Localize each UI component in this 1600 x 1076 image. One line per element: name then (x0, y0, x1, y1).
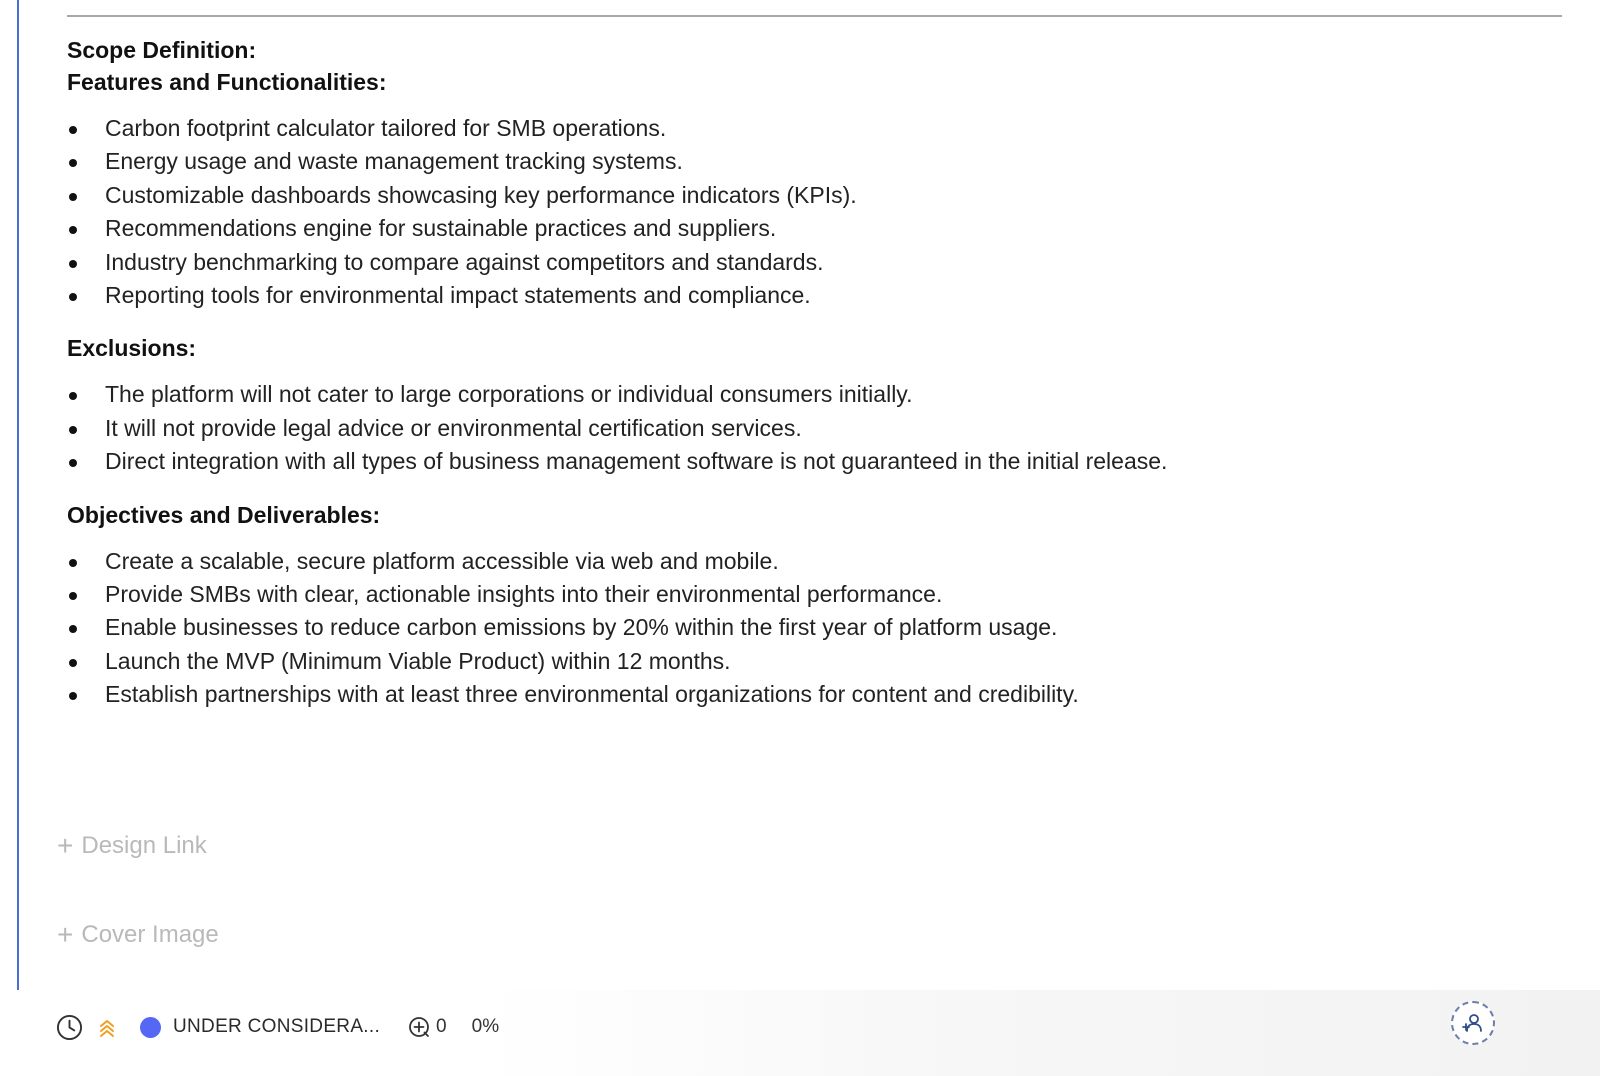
list-item (67, 212, 1547, 245)
scope-definition-heading: Scope Definition: (67, 37, 257, 63)
bullet-dot-icon (69, 592, 77, 600)
exclusions-heading: Exclusions: (67, 335, 197, 362)
add-subtask-icon (408, 1016, 430, 1038)
bullet-dot-icon (69, 625, 77, 633)
priority-chevrons-icon[interactable] (99, 1016, 115, 1038)
list-item (67, 246, 1547, 279)
add-design-link-button[interactable] (57, 832, 207, 860)
top-divider (67, 15, 1562, 17)
list-item-text: Carbon footprint calculator tailored for SMB operations. (105, 115, 667, 141)
bullet-dot-icon (69, 260, 77, 268)
bullet-dot-icon (69, 559, 77, 567)
list-item (67, 279, 1547, 312)
assign-user-icon (1461, 1011, 1485, 1035)
exclusions-list (67, 378, 1547, 478)
list-item-text: Customizable dashboards showcasing key performance indicators (KPIs). (105, 181, 857, 208)
list-item-text: Create a scalable, secure platform accessible via web and mobile. (105, 547, 779, 574)
list-item-text: The platform will not cater to large corporations or individual consumers initially. (105, 381, 913, 408)
list-item-text: Establish partnerships with at least three environmental organizations for content and credibility. (105, 681, 1079, 708)
bullet-dot-icon (69, 293, 77, 301)
list-item (67, 578, 1547, 611)
cover-image-label: Cover Image (81, 921, 219, 948)
list-item (67, 678, 1547, 711)
progress-percent[interactable]: 0% (471, 1016, 500, 1037)
list-item-text: Direct integration with all types of business management software is not guaranteed in the initial release. (105, 448, 1168, 475)
assign-user-button[interactable] (1451, 1001, 1495, 1045)
bullet-dot-icon (69, 226, 77, 234)
list-item (67, 545, 1547, 578)
objectives-heading: Objectives and Deliverables: (67, 501, 381, 528)
list-item-text: Enable businesses to reduce carbon emissions by 20% within the first year of platform usage. (105, 614, 1058, 641)
list-item-text: Industry benchmarking to compare against competitors and standards. (105, 248, 824, 275)
subtask-counter[interactable] (408, 1016, 447, 1038)
list-item (67, 412, 1547, 445)
bullet-dot-icon (69, 692, 77, 700)
subtask-count: 0 (436, 1016, 447, 1037)
list-item (67, 179, 1547, 212)
task-status-row (56, 1012, 499, 1042)
bullet-dot-icon (69, 659, 77, 667)
list-item-text: Reporting tools for environmental impact statements and compliance. (105, 282, 811, 309)
clock-icon[interactable] (56, 1014, 83, 1041)
status-dot-icon (140, 1017, 161, 1038)
list-item (67, 645, 1547, 678)
list-item (67, 145, 1547, 178)
bullet-dot-icon (69, 159, 77, 167)
bullet-dot-icon (69, 459, 77, 467)
status-dropdown[interactable] (140, 1016, 380, 1038)
plus-icon: + (57, 919, 74, 950)
bullet-dot-icon (69, 426, 77, 434)
list-item (67, 445, 1547, 478)
add-cover-image-button[interactable] (57, 921, 219, 949)
list-item (67, 611, 1547, 644)
objectives-list (67, 545, 1547, 712)
bullet-dot-icon (69, 126, 77, 134)
features-heading: Features and Functionalities: (67, 69, 387, 95)
left-border (17, 0, 19, 1076)
list-item (67, 378, 1547, 411)
list-item-text: Provide SMBs with clear, actionable insights into their environmental performance. (105, 581, 943, 608)
list-item-text: It will not provide legal advice or environmental certification services. (105, 414, 802, 441)
status-label: UNDER CONSIDERA... (173, 1016, 381, 1037)
document-body[interactable] (67, 34, 1547, 712)
bullet-dot-icon (69, 193, 77, 201)
design-link-label: Design Link (81, 832, 207, 859)
list-item-text: Recommendations engine for sustainable practices and suppliers. (105, 215, 777, 242)
list-item-text: Energy usage and waste management tracking systems. (105, 148, 683, 175)
list-item (67, 112, 1547, 145)
plus-icon: + (57, 830, 74, 861)
features-list (67, 112, 1547, 312)
list-item-text: Launch the MVP (Minimum Viable Product) within 12 months. (105, 647, 731, 674)
bullet-dot-icon (69, 392, 77, 400)
